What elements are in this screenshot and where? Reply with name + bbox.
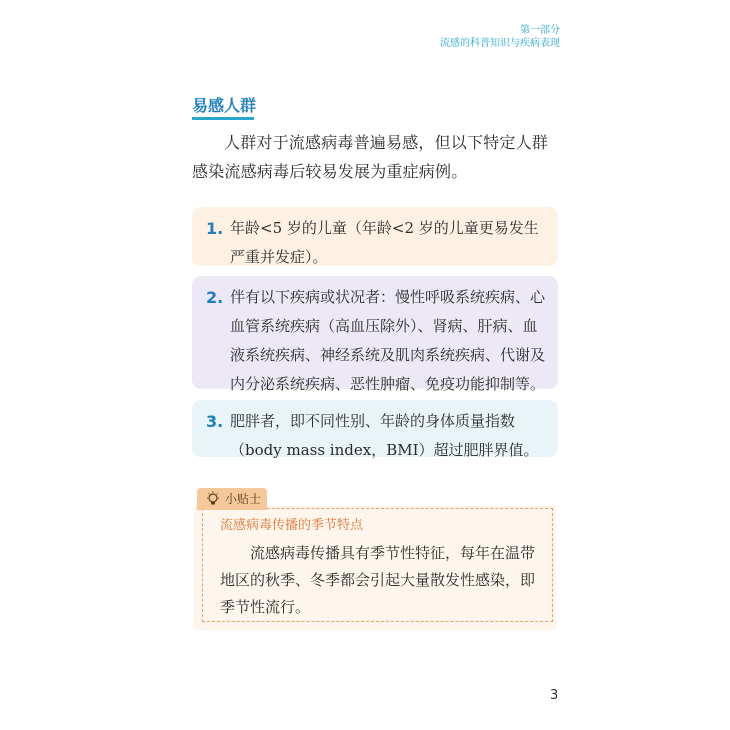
list-item	[192, 276, 558, 393]
list-item	[192, 400, 558, 457]
tip-label: 小贴士	[225, 492, 262, 506]
header-part: 第一部分	[520, 25, 560, 36]
tip-tab	[197, 488, 267, 510]
tip-text: 流感病毒传播具有季节性特征，每年在温带地区的秋季、冬季都会引起大量散发性感染，即季节性流行。	[220, 544, 536, 616]
lightbulb-icon	[205, 491, 221, 514]
header-title: 流感的科普知识与疾病表现	[440, 38, 560, 49]
item-text: 肥胖者，即不同性别、年龄的身体质量指数（body mass index，BMI）超过肥胖界值。	[230, 412, 539, 459]
item-text: 年龄<5 岁的儿童（年龄<2 岁的儿童更易发生严重并发症）。	[230, 219, 539, 266]
item-number: 3.	[206, 412, 224, 431]
section-title-underline	[192, 117, 254, 120]
item-number: 1.	[206, 219, 224, 238]
list-item	[192, 207, 558, 266]
page-number: 3	[550, 688, 559, 703]
item-text: 伴有以下疾病或状况者：慢性呼吸系统疾病、心血管系统疾病（高血压除外）、肾病、肝病、血液系统疾病、神经系统及肌肉系统疾病、代谢及内分泌系统疾病、恶性肿瘤、免疫功能抑制等。	[230, 288, 546, 393]
item-number: 2.	[206, 288, 224, 307]
intro-paragraph: 人群对于流感病毒普遍易感，但以下特定人群感染流感病毒后较易发展为重症病例。	[192, 133, 549, 181]
section-title: 易感人群	[192, 96, 257, 115]
running-header	[440, 24, 560, 50]
tip-title: 流感病毒传播的季节特点	[220, 518, 364, 533]
